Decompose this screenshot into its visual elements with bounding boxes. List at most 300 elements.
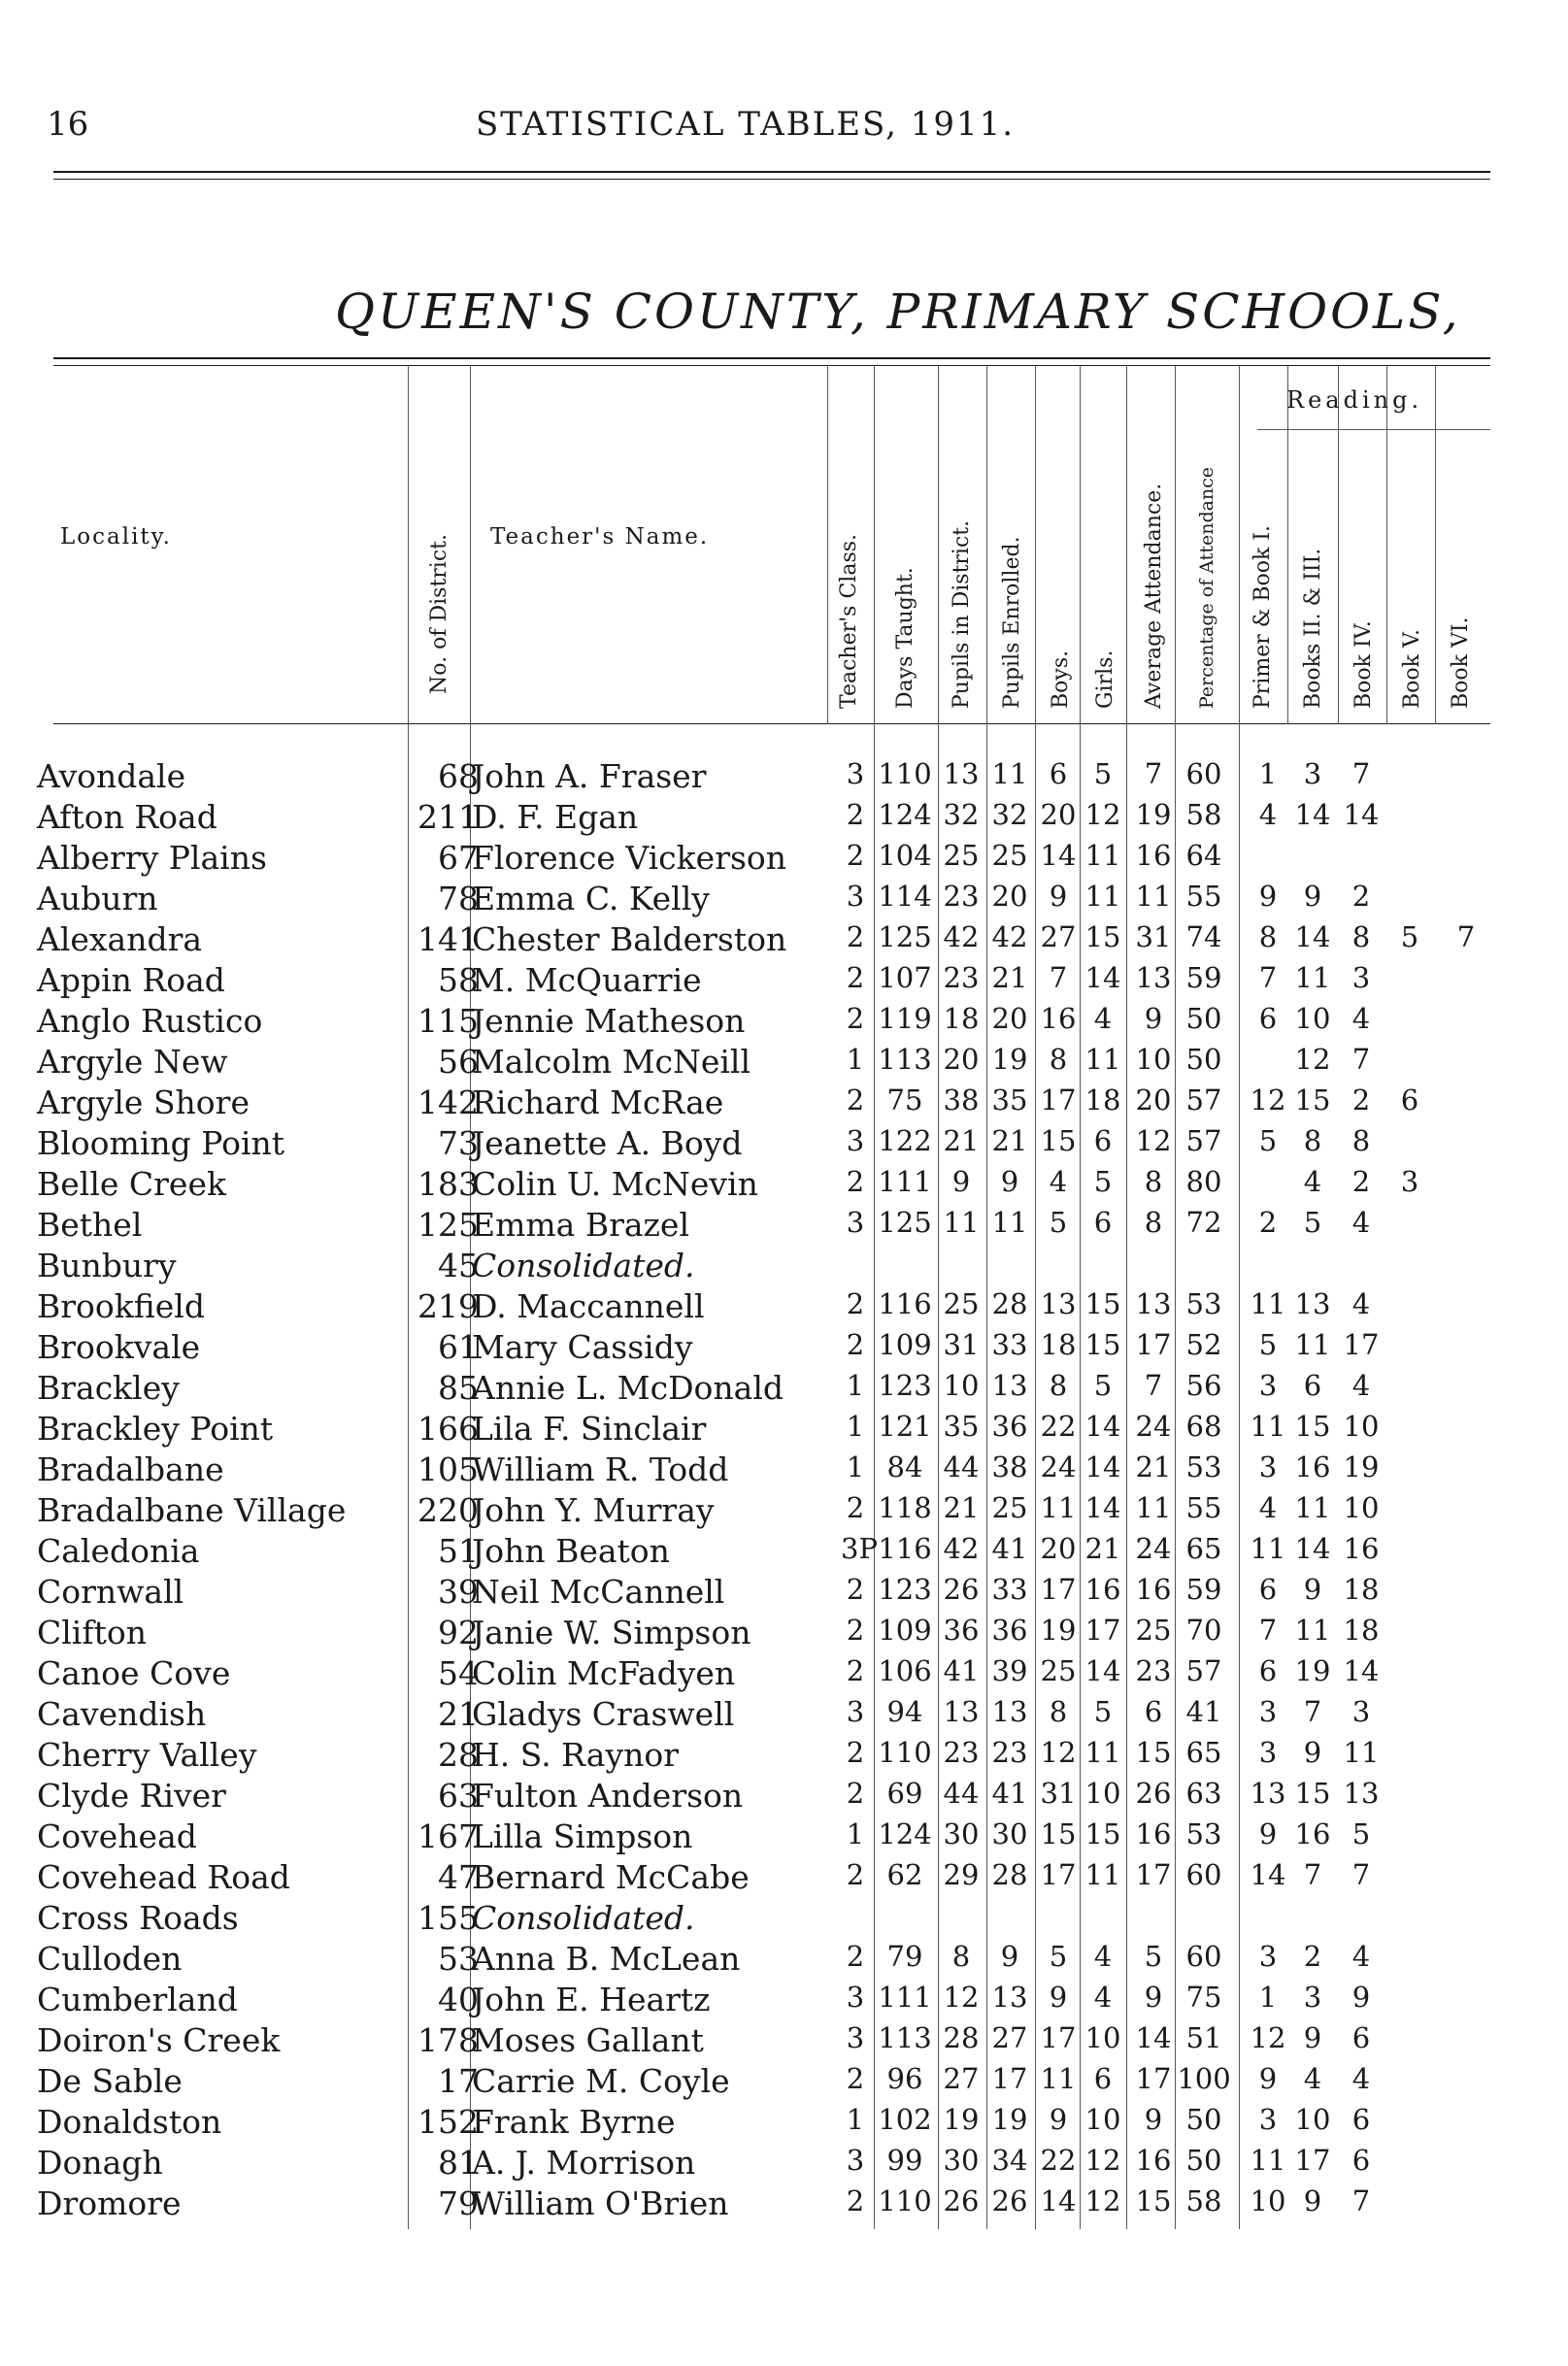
teacher-name-cell: Mary Cassidy [472,1328,693,1366]
pupils-enrolled-cell: 11 [991,1206,1028,1239]
table-row [0,880,1568,920]
boys-cell: 14 [1040,839,1077,872]
table-row [0,1083,1568,1124]
boys-cell: 16 [1040,1002,1077,1035]
pupils-in-district-cell: 30 [943,2144,980,2177]
days-taught-cell: 111 [878,1981,932,2014]
book4-cell: 4 [1351,1369,1371,1402]
primer-book1-cell: 4 [1258,798,1278,831]
average-attendance-cell: 20 [1135,1083,1172,1116]
header-locality: Locality. [60,524,172,550]
pupils-in-district-cell: 25 [943,839,980,872]
book4-cell: 10 [1343,1491,1380,1524]
books-2-3-cell: 15 [1294,1083,1331,1116]
district-no-cell: 178 [417,2021,479,2059]
girls-cell: 15 [1084,1328,1121,1361]
percentage-attendance-cell: 63 [1185,1777,1222,1810]
percentage-attendance-cell: 50 [1185,1002,1222,1035]
table-row [0,2021,1568,2062]
teacher-name-cell: Emma C. Kelly [472,880,710,917]
table-row [0,1981,1568,2021]
table-row [0,1206,1568,1247]
header-reading-group: Reading. [1286,386,1423,414]
district-no-cell: 58 [438,961,479,999]
pupils-in-district-cell: 10 [943,1369,980,1402]
pupils-in-district-cell: 44 [943,1777,980,1810]
pupils-in-district-cell: 36 [943,1614,980,1647]
primer-book1-cell: 14 [1250,1858,1286,1891]
teacher-class-cell: 2 [846,1573,865,1606]
girls-cell: 11 [1084,1858,1121,1891]
percentage-attendance-cell: 70 [1185,1614,1222,1647]
books-2-3-cell: 14 [1294,920,1331,953]
book4-cell: 3 [1351,1695,1371,1728]
pupils-enrolled-cell: 11 [991,757,1028,790]
locality-cell: Covehead Road [37,1858,290,1896]
pupils-in-district-cell: 9 [951,1165,971,1198]
table-row [0,1899,1568,1940]
teacher-class-cell: 2 [846,1777,865,1810]
books-2-3-cell: 15 [1294,1777,1331,1810]
boys-cell: 17 [1040,1858,1077,1891]
teacher-class-cell: 3 [846,880,865,913]
district-no-cell: 39 [438,1573,479,1611]
table-row [0,2144,1568,2184]
locality-cell: Auburn [37,880,158,917]
girls-cell: 6 [1093,1124,1113,1157]
days-taught-cell: 116 [878,1532,932,1565]
book4-cell: 4 [1351,1206,1371,1239]
days-taught-cell: 75 [886,1083,923,1116]
pupils-enrolled-cell: 32 [991,798,1028,831]
books-2-3-cell: 9 [1303,880,1322,913]
boys-cell: 5 [1049,1940,1068,1973]
locality-cell: Argyle New [37,1043,228,1081]
boys-cell: 11 [1040,2062,1077,2095]
header-teacher-class: Teacher's Class. [837,533,861,709]
district-no-cell: 45 [438,1247,479,1284]
books-2-3-cell: 11 [1294,1491,1331,1524]
book4-cell: 7 [1351,757,1371,790]
girls-cell: 16 [1084,1573,1121,1606]
primer-book1-cell: 10 [1250,2184,1286,2217]
district-no-cell: 155 [417,1899,479,1937]
days-taught-cell: 107 [878,961,932,994]
books-2-3-cell: 4 [1303,1165,1322,1198]
book4-cell: 17 [1343,1328,1380,1361]
header-average-attendance: Average Attendance. [1142,483,1166,709]
locality-cell: Culloden [37,1940,183,1978]
boys-cell: 20 [1040,1532,1077,1565]
average-attendance-cell: 31 [1135,920,1172,953]
girls-cell: 14 [1084,1450,1121,1483]
locality-cell: Alberry Plains [37,839,267,877]
percentage-attendance-cell: 55 [1185,880,1222,913]
table-row [0,1491,1568,1532]
days-taught-cell: 123 [878,1369,932,1402]
table-row [0,1328,1568,1369]
days-taught-cell: 113 [878,1043,932,1076]
book4-cell: 19 [1343,1450,1380,1483]
column-divider [1386,365,1387,724]
teacher-name-cell: D. F. Egan [472,798,639,836]
district-no-cell: 68 [438,757,479,795]
teacher-class-cell: 3 [846,1124,865,1157]
teacher-class-cell: 1 [846,1450,865,1483]
book4-cell: 10 [1343,1410,1380,1443]
books-2-3-cell: 3 [1303,1981,1322,2014]
teacher-class-cell: 2 [846,1491,865,1524]
book4-cell: 13 [1343,1777,1380,1810]
teacher-name-cell: Consolidated. [472,1899,695,1937]
primer-book1-cell: 7 [1258,1614,1278,1647]
percentage-attendance-cell: 64 [1185,839,1222,872]
header-rule-thin [53,179,1490,180]
days-taught-cell: 122 [878,1124,932,1157]
header-boys: Boys. [1049,650,1073,709]
district-no-cell: 53 [438,1940,479,1978]
reading-group-rule [1257,429,1490,430]
district-no-cell: 167 [417,1817,479,1855]
table-row [0,1573,1568,1614]
pupils-enrolled-cell: 9 [1000,1165,1019,1198]
average-attendance-cell: 9 [1144,1981,1163,2014]
percentage-attendance-cell: 100 [1177,2062,1231,2095]
girls-cell: 5 [1093,1695,1113,1728]
average-attendance-cell: 15 [1135,1736,1172,1769]
percentage-attendance-cell: 75 [1185,1981,1222,2014]
days-taught-cell: 125 [878,920,932,953]
page-header [0,105,1568,153]
girls-cell: 21 [1084,1532,1121,1565]
girls-cell: 14 [1084,1654,1121,1687]
table-row [0,1532,1568,1573]
books-2-3-cell: 6 [1303,1369,1322,1402]
teacher-class-cell: 3 [846,2144,865,2177]
book4-cell: 11 [1343,1736,1380,1769]
average-attendance-cell: 24 [1135,1532,1172,1565]
books-2-3-cell: 16 [1294,1817,1331,1850]
days-taught-cell: 94 [886,1695,923,1728]
pupils-in-district-cell: 23 [943,880,980,913]
days-taught-cell: 110 [878,1736,932,1769]
boys-cell: 14 [1040,2184,1077,2217]
book4-cell: 6 [1351,2021,1371,2054]
column-divider [1287,365,1288,724]
primer-book1-cell: 3 [1258,1369,1278,1402]
pupils-enrolled-cell: 13 [991,1981,1028,2014]
pupils-enrolled-cell: 34 [991,2144,1028,2177]
table-row [0,1736,1568,1777]
locality-cell: Cornwall [37,1573,184,1611]
locality-cell: Blooming Point [37,1124,285,1162]
primer-book1-cell: 12 [1250,1083,1286,1116]
average-attendance-cell: 25 [1135,1614,1172,1647]
books-2-3-cell: 13 [1294,1287,1331,1320]
pupils-in-district-cell: 31 [943,1328,980,1361]
girls-cell: 11 [1084,880,1121,913]
district-no-cell: 21 [438,1695,479,1733]
table-row [0,920,1568,961]
book4-cell: 4 [1351,1940,1371,1973]
primer-book1-cell: 13 [1250,1777,1286,1810]
boys-cell: 19 [1040,1614,1077,1647]
pupils-enrolled-cell: 21 [991,1124,1028,1157]
books-2-3-cell: 12 [1294,1043,1331,1076]
teacher-name-cell: Anna B. McLean [472,1940,741,1978]
pupils-in-district-cell: 11 [943,1206,980,1239]
percentage-attendance-cell: 57 [1185,1654,1222,1687]
books-2-3-cell: 3 [1303,757,1322,790]
teacher-class-cell: 2 [846,920,865,953]
book4-cell: 16 [1343,1532,1380,1565]
percentage-attendance-cell: 41 [1185,1695,1222,1728]
teacher-class-cell: 2 [846,1654,865,1687]
percentage-attendance-cell: 59 [1185,1573,1222,1606]
pupils-in-district-cell: 23 [943,961,980,994]
teacher-class-cell: 3 [846,1695,865,1728]
pupils-enrolled-cell: 36 [991,1410,1028,1443]
teacher-name-cell: Colin U. McNevin [472,1165,758,1203]
girls-cell: 12 [1084,2184,1121,2217]
pupils-enrolled-cell: 23 [991,1736,1028,1769]
district-no-cell: 78 [438,880,479,917]
header-primer-book1: Primer & Book I. [1251,525,1275,709]
locality-cell: Clifton [37,1614,147,1651]
percentage-attendance-cell: 80 [1185,1165,1222,1198]
teacher-name-cell: Neil McCannell [472,1573,725,1611]
boys-cell: 11 [1040,1491,1077,1524]
average-attendance-cell: 17 [1135,1328,1172,1361]
book5-cell: 3 [1400,1165,1419,1198]
teacher-class-cell: 3 [846,1206,865,1239]
locality-cell: Cherry Valley [37,1736,257,1774]
locality-cell: Brookvale [37,1328,201,1366]
teacher-name-cell: Richard McRae [472,1083,724,1121]
district-no-cell: 115 [417,1002,479,1040]
days-taught-cell: 116 [878,1287,932,1320]
girls-cell: 15 [1084,1287,1121,1320]
district-no-cell: 211 [417,798,479,836]
books-2-3-cell: 11 [1294,1614,1331,1647]
table-row [0,2103,1568,2144]
average-attendance-cell: 8 [1144,1165,1163,1198]
girls-cell: 6 [1093,2062,1113,2095]
book4-cell: 18 [1343,1573,1380,1606]
district-no-cell: 105 [417,1450,479,1488]
average-attendance-cell: 16 [1135,839,1172,872]
primer-book1-cell: 6 [1258,1654,1278,1687]
average-attendance-cell: 19 [1135,798,1172,831]
teacher-name-cell: Lila F. Sinclair [472,1410,707,1448]
girls-cell: 18 [1084,1083,1121,1116]
teacher-name-cell: A. J. Morrison [472,2144,696,2182]
percentage-attendance-cell: 60 [1185,1940,1222,1973]
teacher-name-cell: M. McQuarrie [472,961,702,999]
pupils-in-district-cell: 21 [943,1124,980,1157]
locality-cell: Donaldston [37,2103,222,2141]
percentage-attendance-cell: 50 [1185,2144,1222,2177]
average-attendance-cell: 26 [1135,1777,1172,1810]
table-row [0,757,1568,798]
average-attendance-cell: 17 [1135,1858,1172,1891]
book4-cell: 18 [1343,1614,1380,1647]
teacher-name-cell: Consolidated. [472,1247,695,1284]
pupils-enrolled-cell: 42 [991,920,1028,953]
average-attendance-cell: 16 [1135,2144,1172,2177]
average-attendance-cell: 8 [1144,1206,1163,1239]
pupils-in-district-cell: 26 [943,1573,980,1606]
pupils-enrolled-cell: 30 [991,1817,1028,1850]
average-attendance-cell: 14 [1135,2021,1172,2054]
teacher-class-cell: 2 [846,839,865,872]
days-taught-cell: 102 [878,2103,932,2136]
percentage-attendance-cell: 56 [1185,1369,1222,1402]
header-pupils-in-district: Pupils in District. [950,519,974,709]
pupils-in-district-cell: 12 [943,1981,980,2014]
days-taught-cell: 110 [878,2184,932,2217]
percentage-attendance-cell: 65 [1185,1736,1222,1769]
average-attendance-cell: 6 [1144,1695,1163,1728]
locality-cell: Bradalbane Village [37,1491,347,1529]
pupils-enrolled-cell: 13 [991,1695,1028,1728]
days-taught-cell: 106 [878,1654,932,1687]
books-2-3-cell: 10 [1294,2103,1331,2136]
primer-book1-cell: 6 [1258,1002,1278,1035]
boys-cell: 13 [1040,1287,1077,1320]
teacher-name-cell: Janie W. Simpson [472,1614,751,1651]
locality-cell: Cross Roads [37,1899,239,1937]
average-attendance-cell: 5 [1144,1940,1163,1973]
boys-cell: 8 [1049,1369,1068,1402]
running-title: STATISTICAL TABLES, 1911. [476,105,1016,144]
district-no-cell: 73 [438,1124,479,1162]
boys-cell: 9 [1049,880,1068,913]
teacher-name-cell: Emma Brazel [472,1206,690,1244]
teacher-name-cell: D. Maccannell [472,1287,705,1325]
girls-cell: 15 [1084,1817,1121,1850]
primer-book1-cell: 3 [1258,2103,1278,2136]
pupils-enrolled-cell: 41 [991,1532,1028,1565]
pupils-enrolled-cell: 35 [991,1083,1028,1116]
locality-cell: Clyde River [37,1777,226,1815]
table-top-rule-thin [53,365,1490,366]
primer-book1-cell: 11 [1250,1410,1286,1443]
percentage-attendance-cell: 51 [1185,2021,1222,2054]
primer-book1-cell: 9 [1258,880,1278,913]
girls-cell: 4 [1093,1002,1113,1035]
pupils-enrolled-cell: 25 [991,839,1028,872]
primer-book1-cell: 3 [1258,1940,1278,1973]
average-attendance-cell: 11 [1135,1491,1172,1524]
locality-cell: Belle Creek [37,1165,226,1203]
books-2-3-cell: 15 [1294,1410,1331,1443]
pupils-enrolled-cell: 39 [991,1654,1028,1687]
table-row [0,1287,1568,1328]
teacher-name-cell: William O'Brien [472,2184,729,2222]
table-row [0,1002,1568,1043]
teacher-class-cell: 2 [846,1614,865,1647]
locality-cell: Brackley Point [37,1410,274,1448]
teacher-class-cell: 2 [846,798,865,831]
boys-cell: 22 [1040,2144,1077,2177]
girls-cell: 10 [1084,1777,1121,1810]
district-no-cell: 142 [417,1083,479,1121]
header-pupils-enrolled: Pupils Enrolled. [1000,536,1024,709]
book4-cell: 2 [1351,1083,1371,1116]
girls-cell: 15 [1084,920,1121,953]
primer-book1-cell: 8 [1258,920,1278,953]
books-2-3-cell: 9 [1303,1573,1322,1606]
primer-book1-cell: 3 [1258,1695,1278,1728]
boys-cell: 8 [1049,1043,1068,1076]
days-taught-cell: 109 [878,1614,932,1647]
primer-book1-cell: 9 [1258,2062,1278,2095]
boys-cell: 17 [1040,1083,1077,1116]
header-books-2-3: Books II. & III. [1301,548,1325,709]
teacher-name-cell: Lilla Simpson [472,1817,693,1855]
boys-cell: 18 [1040,1328,1077,1361]
locality-cell: Dromore [37,2184,182,2222]
pupils-enrolled-cell: 38 [991,1450,1028,1483]
book4-cell: 4 [1351,1002,1371,1035]
percentage-attendance-cell: 74 [1185,920,1222,953]
days-taught-cell: 84 [886,1450,923,1483]
district-no-cell: 17 [438,2062,479,2100]
books-2-3-cell: 4 [1303,2062,1322,2095]
girls-cell: 12 [1084,798,1121,831]
pupils-enrolled-cell: 13 [991,1369,1028,1402]
primer-book1-cell: 3 [1258,1450,1278,1483]
locality-cell: Bradalbane [37,1450,224,1488]
pupils-in-district-cell: 26 [943,2184,980,2217]
days-taught-cell: 109 [878,1328,932,1361]
book4-cell: 8 [1351,1124,1371,1157]
table-row [0,1858,1568,1899]
average-attendance-cell: 17 [1135,2062,1172,2095]
header-rule [53,171,1490,173]
days-taught-cell: 113 [878,2021,932,2054]
table-row [0,1940,1568,1981]
book4-cell: 8 [1351,920,1371,953]
pupils-enrolled-cell: 25 [991,1491,1028,1524]
teacher-name-cell: Frank Byrne [472,2103,676,2141]
teacher-name-cell: Gladys Craswell [472,1695,735,1733]
primer-book1-cell: 5 [1258,1124,1278,1157]
girls-cell: 4 [1093,1940,1113,1973]
average-attendance-cell: 12 [1135,1124,1172,1157]
table-row [0,2184,1568,2225]
percentage-attendance-cell: 52 [1185,1328,1222,1361]
primer-book1-cell: 11 [1250,1287,1286,1320]
district-no-cell: 92 [438,1614,479,1651]
book4-cell: 9 [1351,1981,1371,2014]
girls-cell: 17 [1084,1614,1121,1647]
primer-book1-cell: 1 [1258,757,1278,790]
teacher-name-cell: John Beaton [472,1532,670,1570]
percentage-attendance-cell: 53 [1185,1450,1222,1483]
pupils-enrolled-cell: 41 [991,1777,1028,1810]
books-2-3-cell: 9 [1303,2021,1322,2054]
teacher-class-cell: 2 [846,2062,865,2095]
locality-cell: Avondale [37,757,186,795]
teacher-name-cell: Colin McFadyen [472,1654,736,1692]
table-row [0,1817,1568,1858]
teacher-class-cell: 2 [846,1165,865,1198]
girls-cell: 5 [1093,1165,1113,1198]
district-no-cell: 40 [438,1981,479,2018]
book4-cell: 3 [1351,961,1371,994]
